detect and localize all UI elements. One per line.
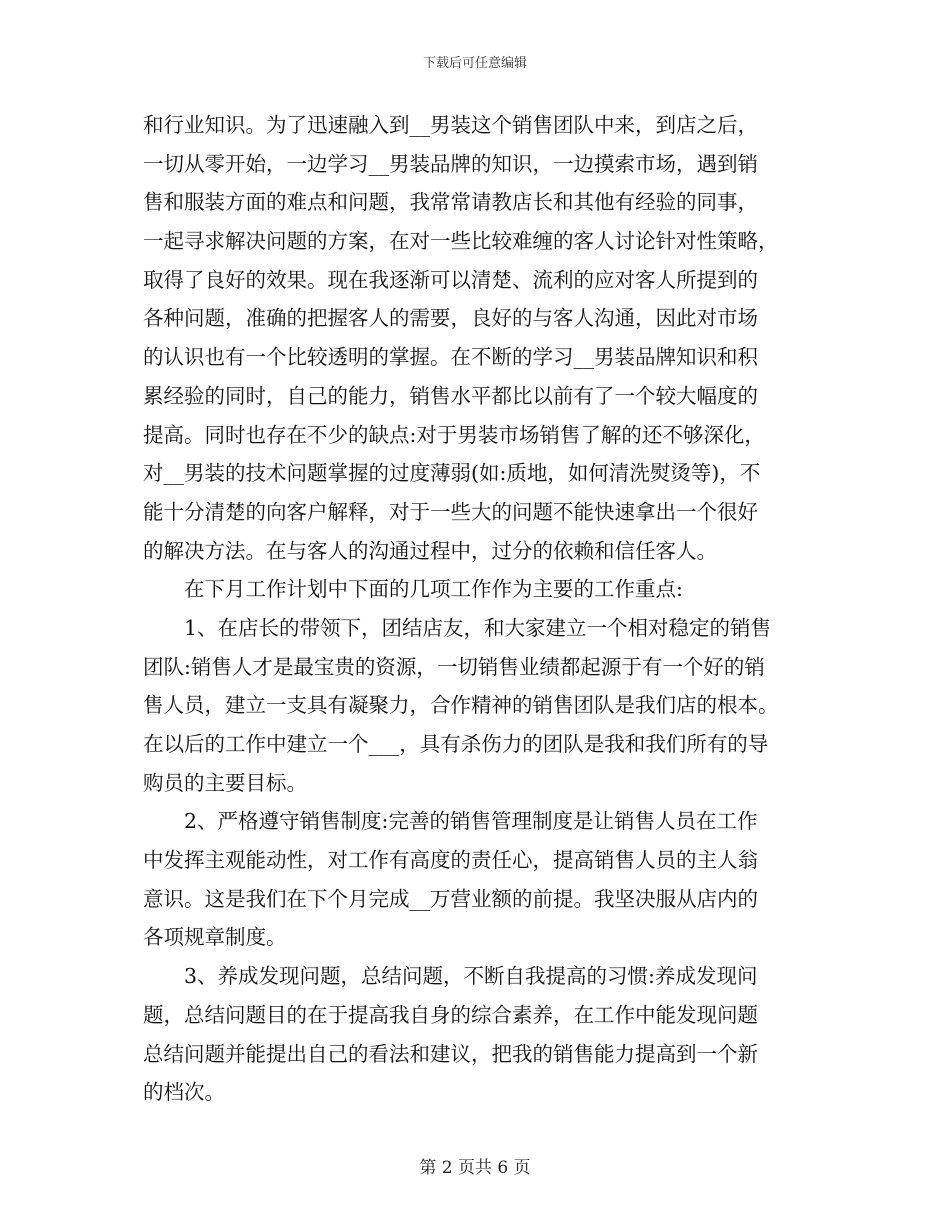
text-line: 一起寻求解决问题的方案，在对一些比较难缠的客人讨论针对性策略， [143, 229, 779, 254]
text-line: 的档次。 [143, 1080, 225, 1105]
text-line: 在以后的工作中建立一个___，具有杀伤力的团队是我和我们所有的导 [143, 732, 769, 756]
text-line: 取得了良好的效果。现在我逐渐可以清楚、流利的应对客人所提到的 [143, 267, 758, 292]
text-line: 售人员，建立一支具有凝聚力，合作精神的销售团队是我们店的根本。 [143, 693, 779, 718]
text-line: 和行业知识。为了迅速融入到__男装这个销售团队中来，到店之后， [143, 113, 758, 137]
text-line: 中发挥主观能动性，对工作有高度的责任心，提高销售人员的主人翁 [143, 848, 758, 873]
document-body [143, 106, 813, 1112]
text-line: 在下月工作计划中下面的几项工作作为主要的工作重点: [184, 577, 683, 602]
page-header: 下载后可任意编辑 [422, 56, 527, 71]
text-line: 的认识也有一个比较透明的掌握。在不断的学习__男装品牌知识和积 [143, 345, 758, 370]
text-line: 对__男装的技术问题掌握的过度薄弱(如:质地，如何清洗熨烫等)，不 [143, 461, 761, 486]
text-line: 题，总结问题目的在于提高我自身的综合素养，在工作中能发现问题 [143, 1002, 758, 1027]
text-line: 累经验的同时，自己的能力，销售水平都比以前有了一个较大幅度的 [143, 383, 758, 408]
text-line: 一切从零开始，一边学习__男装品牌的知识，一边摸索市场，遇到销 [143, 151, 758, 176]
text-line: 能十分清楚的向客户解释，对于一些大的问题不能快速拿出一个很好 [143, 499, 758, 524]
text-line: 2、严格遵守销售制度:完善的销售管理制度是让销售人员在工作 [184, 809, 758, 834]
text-line: 团队:销售人才是最宝贵的资源，一切销售业绩都起源于有一个好的销 [143, 654, 765, 679]
text-line: 总结问题并能提出自己的看法和建议，把我的销售能力提高到一个新 [143, 1041, 758, 1066]
page-number: 第 2 页共 6 页 [419, 1158, 531, 1178]
text-line: 各项规章制度。 [143, 925, 287, 950]
text-line: 提高。同时也存在不少的缺点:对于男装市场销售了解的还不够深化， [143, 422, 765, 447]
text-line: 1、在店长的带领下，团结店友，和大家建立一个相对稳定的销售 [184, 615, 772, 640]
text-line: 售和服装方面的难点和问题，我常常请教店长和其他有经验的同事， [143, 190, 758, 215]
text-line: 的解决方法。在与客人的沟通过程中，过分的依赖和信任客人。 [143, 538, 717, 563]
text-line: 购员的主要目标。 [143, 770, 307, 795]
text-line: 意识。这是我们在下个月完成__万营业额的前提。我坚决服从店内的 [143, 886, 758, 911]
text-line: 各种问题，准确的把握客人的需要，良好的与客人沟通，因此对市场 [143, 306, 758, 331]
text-line: 3、养成发现问题，总结问题，不断自我提高的习惯:养成发现问 [184, 964, 758, 989]
